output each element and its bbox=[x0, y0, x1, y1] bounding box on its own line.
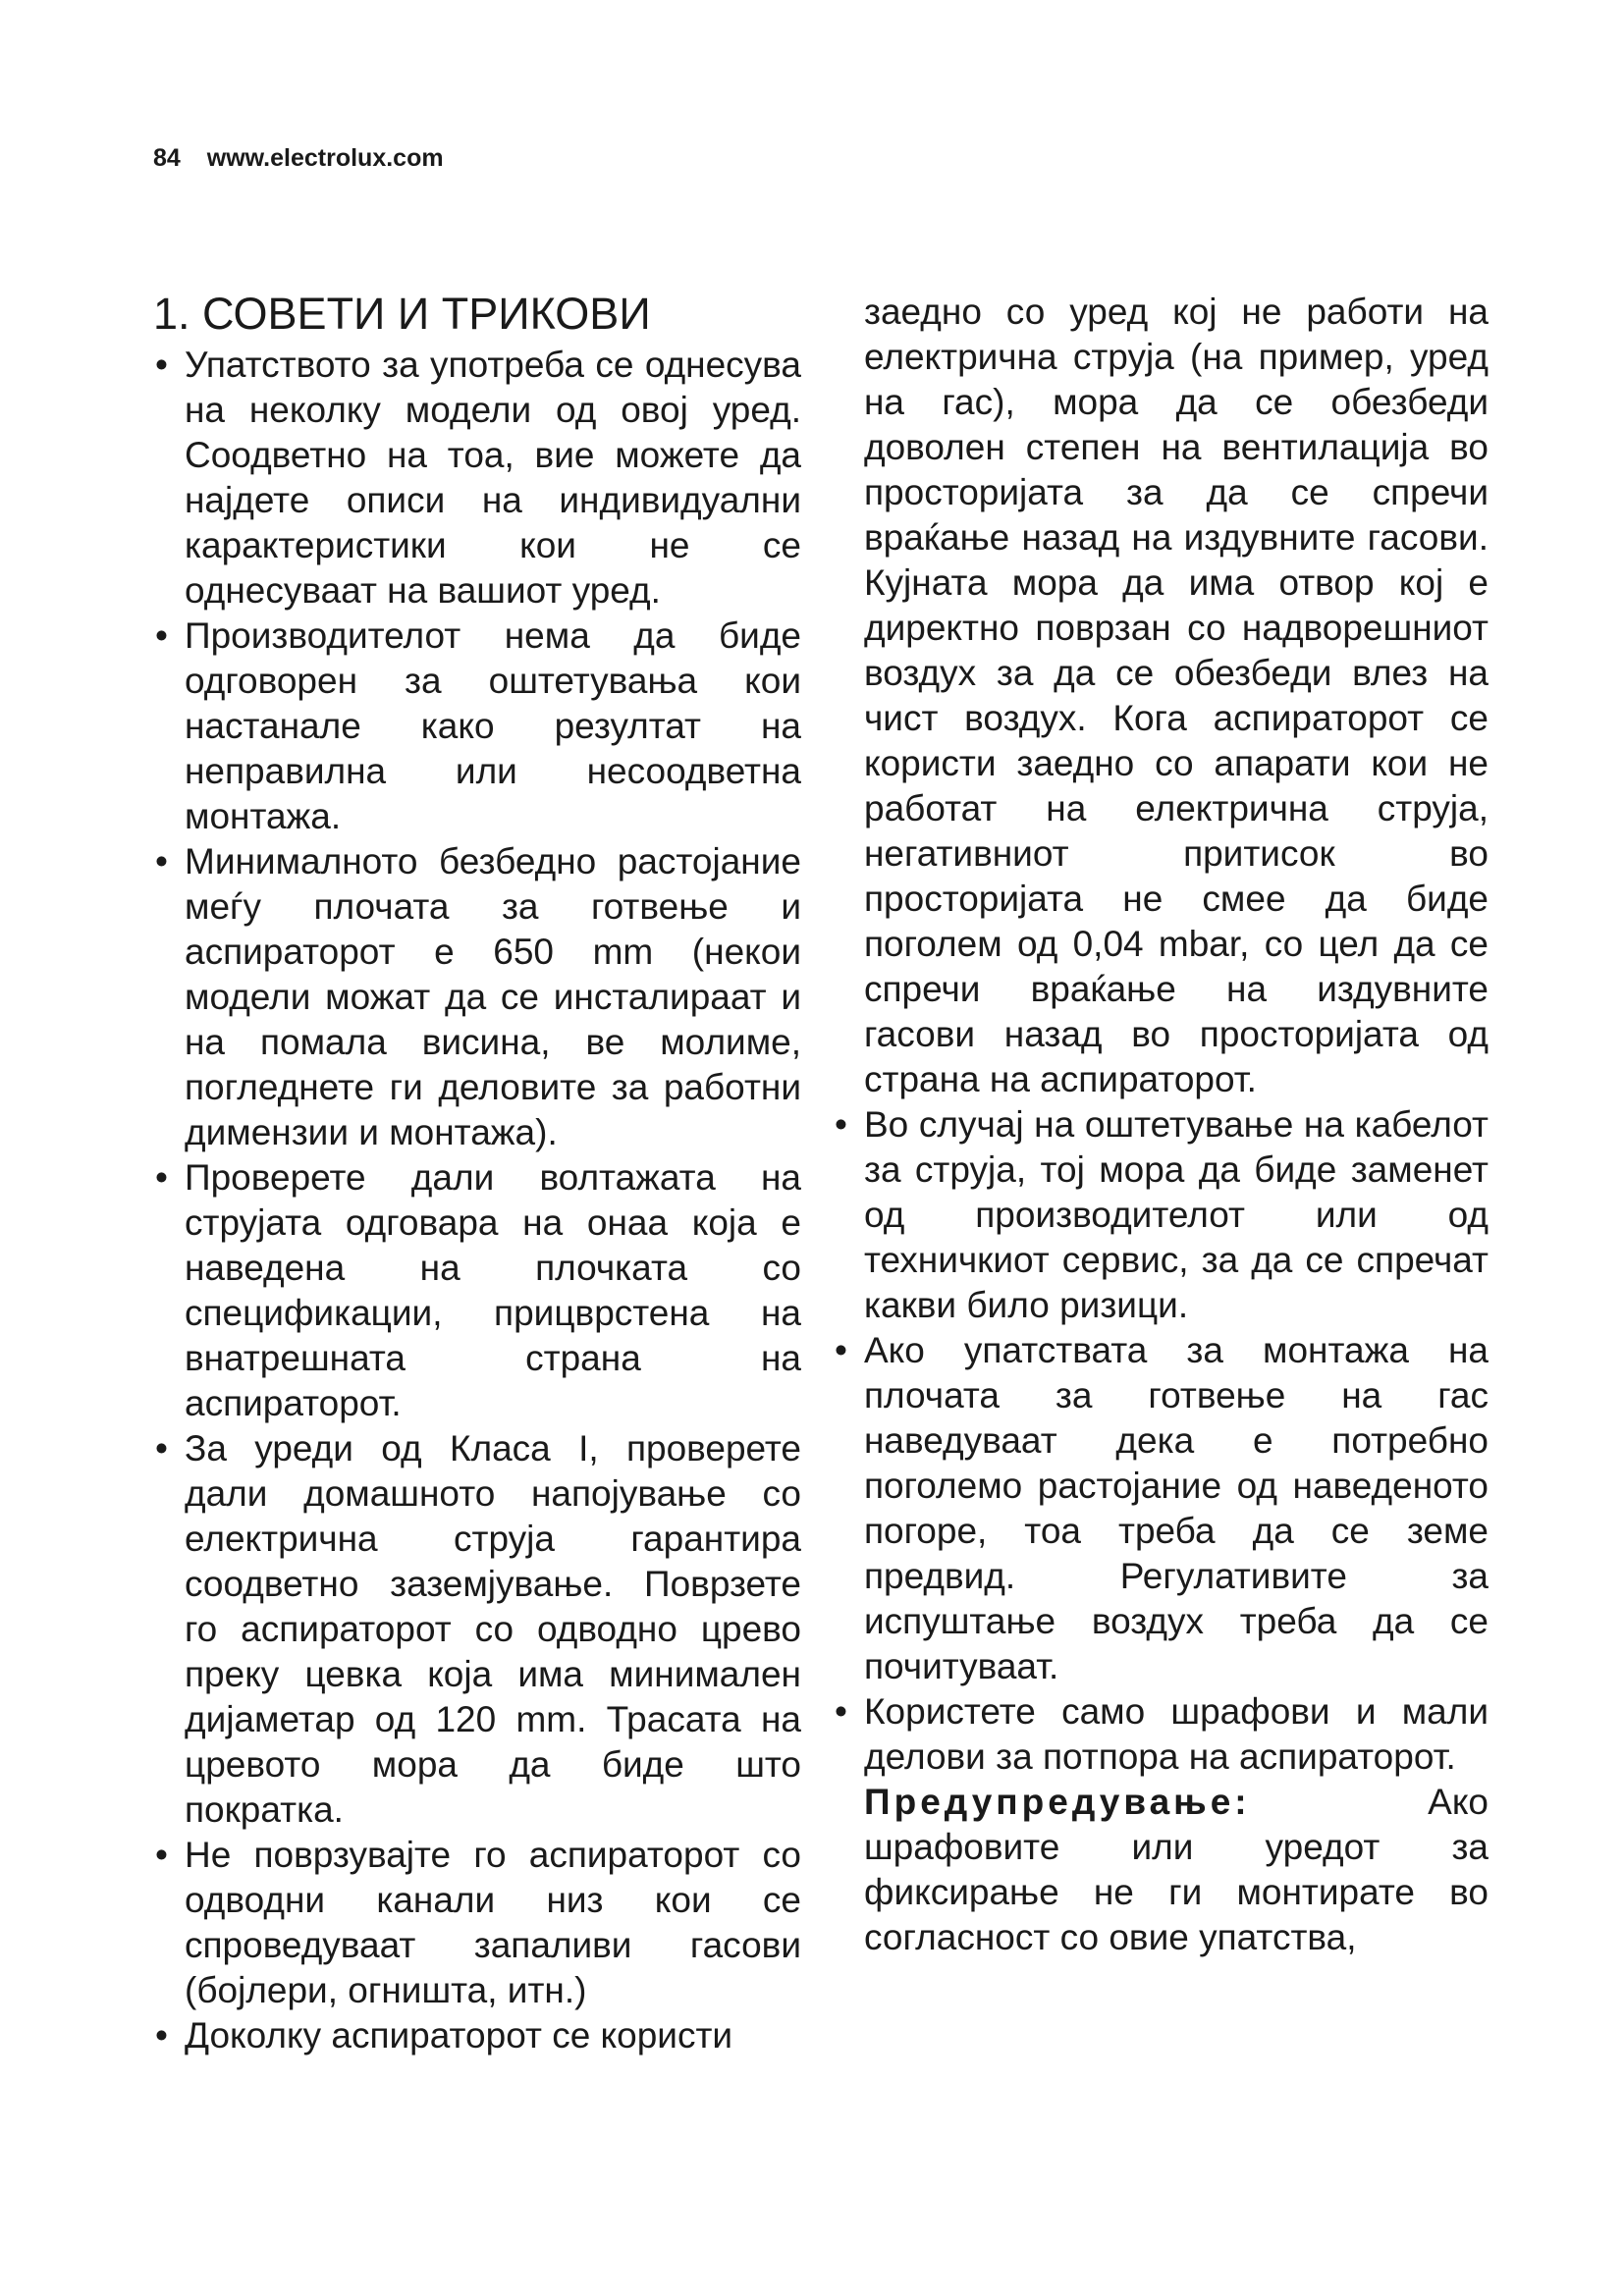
continued-paragraph: заедно со уред кој не работи на електрична струја (на пример, уред на гас), мора да се обезбеди доволен степен на вентилација во просторијата за да се спречи враќање назад на издувните гасови. Кујната мора да има отвор кој е директно поврзан со надворешниот воздух за да се обезбеди влез на чист воздух. Кога аспираторот се користи заедно со апарати кои не работат на електрична струја, негативниот притисок во просторијата не смее да биде поголем од 0,04 mbar, со цел да се спречи враќање на издувните гасови назад во просторијата од страна на аспираторот. bbox=[864, 292, 1489, 1099]
warning-paragraph bbox=[833, 1780, 1489, 1960]
list-item: • За уреди од Класа I, проверете дали домашното напојување со електрична струја гарантира соодветно заземјување. Поврзете го аспираторот со одводно црево преку цевка која има минимален дијаметар од 120 mm. Трасата на цревото мора да биде што пократка. bbox=[153, 1426, 801, 1833]
warning-label: Предупредување: bbox=[864, 1782, 1251, 1822]
left-column bbox=[153, 290, 801, 2058]
right-bullet-list bbox=[833, 1102, 1489, 1780]
right-column bbox=[833, 290, 1489, 1960]
left-bullet-list bbox=[153, 343, 801, 2058]
warning-text: Ако шрафовите или уредот за фиксирање не ги монтирате во согласност со овие упатства, bbox=[864, 1782, 1489, 1957]
page-number: 84 bbox=[153, 144, 181, 172]
page-header bbox=[153, 144, 444, 173]
list-item: • Во случај на оштетување на кабелот за струја, тој мора да биде заменет од производителот или од техничкиот сервис, за да се спречат какви било ризици. bbox=[833, 1102, 1489, 1328]
list-item: • Производителот нема да биде одговорен за оштетувања кои настанале како резултат на неправилна или несоодветна монтажа. bbox=[153, 614, 801, 839]
list-item: • Користете само шрафови и мали делови за потпора на аспираторот. bbox=[833, 1689, 1489, 1780]
list-item: • Не поврзувајте го аспираторот со одводни канали низ кои се спроведуваат запаливи гасови (бојлери, огништа, итн.) bbox=[153, 1833, 801, 2013]
list-item: • Минималното безбедно растојание меѓу плочата за готвење и аспираторот е 650 mm (некои модели можат да се инсталираат и на помала висина, ве молиме, погледнете ги деловите за работни димензии и монтажа). bbox=[153, 839, 801, 1155]
list-item: • Проверете дали волтажата на струјата одговара на онаа која е наведена на плочката со спецификации, прицврстена на внатрешната страна на аспираторот. bbox=[153, 1155, 801, 1426]
list-item: • Ако упатствата за монтажа на плочата за готвење на гас наведуваат дека е потребно поголемо растојание од наведеното погоре, тоа треба да се земе предвид. Регулативите за испуштање воздух треба да се почитуваат. bbox=[833, 1328, 1489, 1689]
website-url: www.electrolux.com bbox=[206, 144, 444, 172]
list-item: • Доколку аспираторот се користи bbox=[153, 2013, 801, 2058]
list-item: • Упатството за употреба се однесува на неколку модели од овој уред. Соодветно на тоа, вие можете да најдете описи на индивидуални карактеристики кои не се однесуваат на вашиот уред. bbox=[153, 343, 801, 614]
section-title: 1. СОВЕТИ И ТРИКОВИ bbox=[153, 289, 651, 339]
